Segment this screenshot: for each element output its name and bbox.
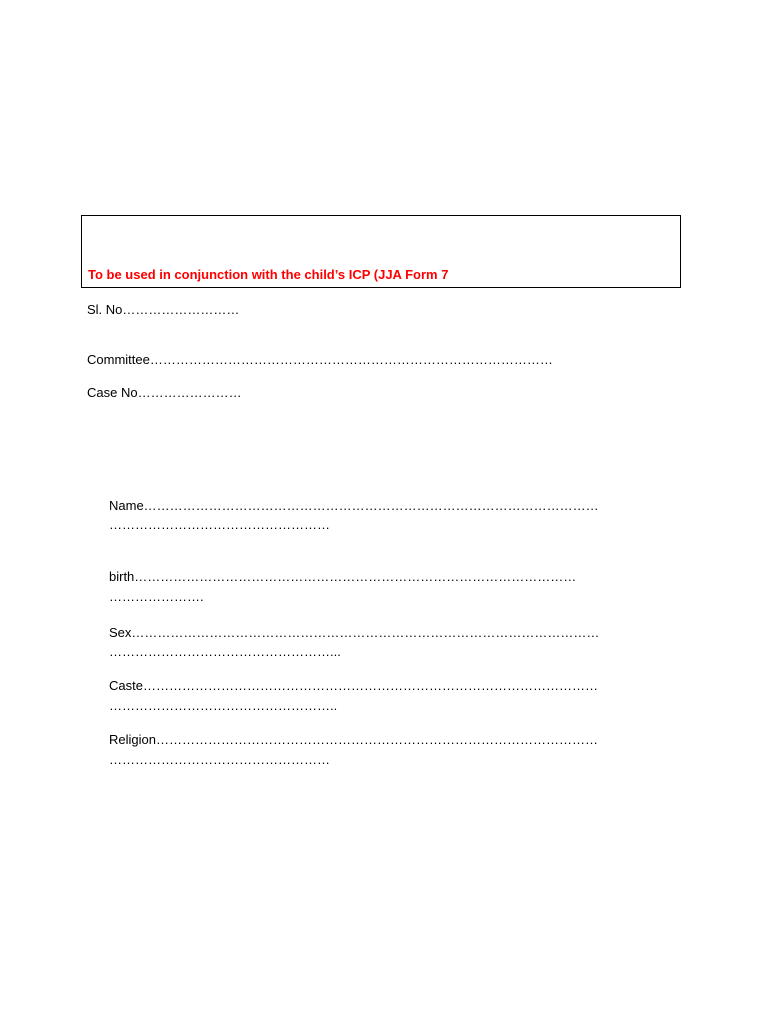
sl-no-field: Sl. No……………………… bbox=[87, 302, 240, 317]
birth-field-line2: …………………. bbox=[109, 589, 204, 604]
caste-field-line1: Caste…………………………………………………………………………………………… bbox=[109, 678, 598, 693]
religion-field-line2: …………………………………………… bbox=[109, 752, 330, 767]
case-no-field: Case No…………………… bbox=[87, 385, 242, 400]
religion-field-line1: Religion………………………………………………………………………………………… bbox=[109, 732, 598, 747]
name-field-line2: …………………………………………… bbox=[109, 517, 330, 532]
committee-field: Committee………………………………………………………………………………… bbox=[87, 352, 553, 367]
name-field-line1: Name…………………………………………………………………………………………… bbox=[109, 498, 599, 513]
caste-field-line2: …………………………………………….. bbox=[109, 698, 338, 713]
sex-field-line2: ……………………………………………... bbox=[109, 644, 341, 659]
header-note: To be used in conjunction with the child’s ICP (JJA Form 7 bbox=[88, 267, 449, 282]
form-header-box bbox=[81, 215, 681, 288]
sex-field-line1: Sex……………………………………………………………………………………………… bbox=[109, 625, 600, 640]
birth-field-line1: birth………………………………………………………………………………………… bbox=[109, 569, 577, 584]
